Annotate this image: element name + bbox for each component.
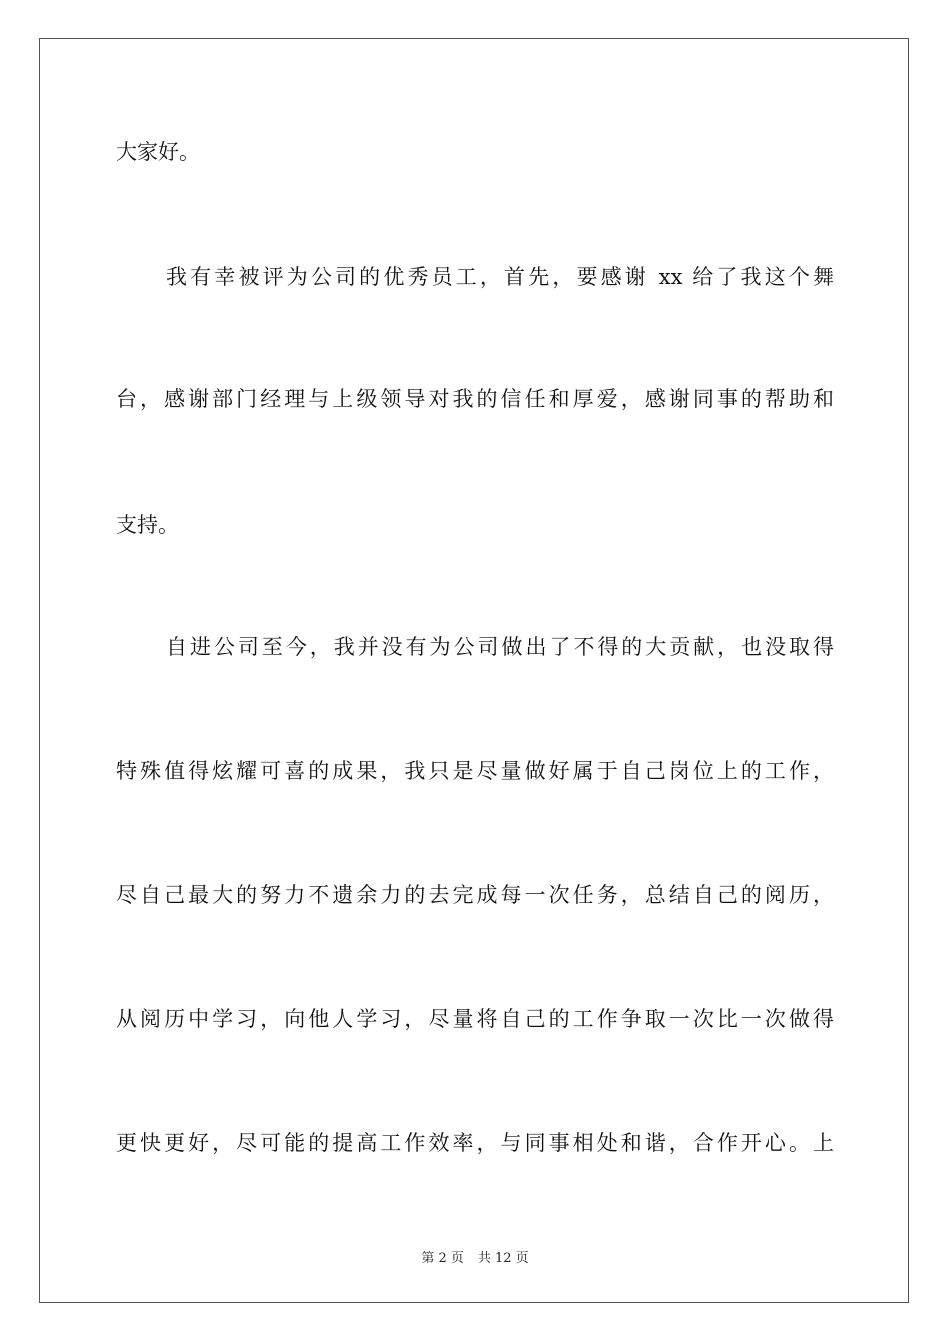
text-line-6: 特殊值得炫耀可喜的成果，我只是尽量做好属于自己岗位上的工作， bbox=[116, 759, 834, 783]
text-line-5: 自进公司至今，我并没有为公司做出了不得的大贡献，也没取得 bbox=[166, 635, 834, 659]
text-line-9: 更快更好，尽可能的提高工作效率，与同事相处和谐，合作开心。上 bbox=[116, 1131, 834, 1155]
text-line-3: 台，感谢部门经理与上级领导对我的信任和厚爱，感谢同事的帮助和 bbox=[116, 387, 834, 411]
text-line-7: 尽自己最大的努力不遗余力的去完成每一次任务，总结自己的阅历， bbox=[116, 883, 834, 907]
text-line-8: 从阅历中学习，向他人学习，尽量将自己的工作争取一次比一次做得 bbox=[116, 1007, 834, 1031]
text-line-1: 大家好。 bbox=[116, 140, 200, 164]
text-line-2: 我有幸被评为公司的优秀员工，首先，要感谢 xx 给了我这个舞 bbox=[166, 265, 834, 289]
page-total: 共 12 页 bbox=[477, 1251, 529, 1266]
page-number: 第 2 页 bbox=[421, 1251, 464, 1266]
page-footer bbox=[0, 1247, 950, 1266]
text-line-4: 支持。 bbox=[116, 513, 179, 537]
page-border bbox=[39, 38, 909, 1303]
